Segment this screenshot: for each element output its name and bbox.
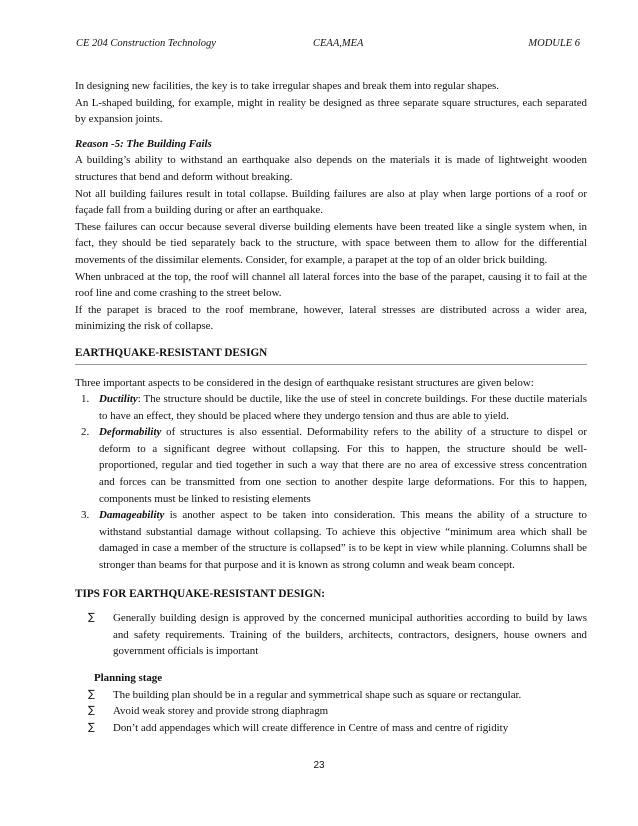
intro-paragraph-1: In designing new facilities, the key is to take irregular shapes and break them into regular shapes.	[75, 80, 499, 92]
planning-stage-heading: Planning stage	[94, 672, 163, 684]
list-item-number: 3.	[81, 509, 90, 522]
list-item-number: 1.	[81, 393, 90, 406]
reason-5-heading: Reason -5: The Building Fails	[75, 137, 212, 150]
reason-5-paragraph-5: If the parapet is braced to the roof membrane, however, lateral stresses are distributed across a wider area, minimizing the risk of collapse.	[75, 303, 587, 333]
list-item-term: Damageability	[99, 509, 165, 522]
list-item-text: is another aspect to be taken into consideration. This means the ability of a structure to withstand substantial damage without collapsing. To achieve this objective “minimum area which shall be damaged in case a member of the structure is collapsed” is to be kept in view while planning. Columns shall be stronger than beams for that purpose and it is known as strong column and weak beam concept.	[99, 509, 587, 572]
intro-paragraph-2: An L-shaped building, for example, might in reality be designed as three separate square structures, each separated by expansion joints.	[75, 96, 587, 126]
reason-5-paragraph-4: When unbraced at the top, the roof will channel all lateral forces into the base of the parapet, causing it to fail at the roof line and come crashing to the street below.	[75, 270, 587, 300]
list-item-term: Ductility	[99, 393, 138, 406]
list-item	[75, 391, 587, 424]
earthquake-resistant-design-heading: EARTHQUAKE-RESISTANT DESIGN	[75, 345, 587, 365]
summation-bullet-icon: ∑	[88, 721, 95, 733]
reason-5-paragraph-3: These failures can occur because several diverse building elements have been treated like a single system when, in fact, they should be tied separately back to the structure, with space between them to allow for the differential movements of the dissimilar elements. Consider, for example, a parapet at the top of an older brick building.	[75, 220, 587, 266]
summation-bullet-icon: ∑	[88, 688, 95, 700]
list-item-term: Deformability	[99, 426, 162, 439]
reason-5-paragraph-1: A building’s ability to withstand an earthquake also depends on the materials it is made of lightweight wooden structures that bend and deform without breaking.	[75, 154, 587, 183]
tips-general-list	[75, 610, 587, 660]
aspects-list	[75, 391, 587, 574]
list-item	[75, 720, 587, 737]
list-item-text: Generally building design is approved by the concerned municipal authorities according to build by laws and safety requirements. Training of the builders, architects, contractors, designers, house owners and government officials is important	[113, 612, 587, 658]
page-number: 23	[313, 760, 325, 771]
list-item-text: of structures is also essential. Deformability refers to the ability of a structure to dispel or deform to a significant degree without collapsing. For this to happen, the structure should be well- proportioned, regular and tied together in such a way that there are no area of excessive stress concentration and forces can be transmitted from one section to another despite large deformations. For this to happen, components must be linked to resisting elements	[99, 426, 587, 505]
header-dept: CEAA,MEA	[313, 38, 364, 49]
erd-intro: Three important aspects to be considered in the design of earthquake resistant structures are given below:	[75, 376, 534, 389]
summation-bullet-icon: ∑	[88, 705, 95, 717]
header-course: CE 204 Construction Technology	[76, 38, 216, 49]
list-item	[75, 610, 587, 660]
list-item	[75, 507, 587, 573]
planning-stage-list	[75, 687, 587, 737]
summation-bullet-icon: ∑	[88, 612, 95, 624]
list-item-number: 2.	[81, 426, 90, 439]
tips-heading: TIPS FOR EARTHQUAKE-RESISTANT DESIGN:	[75, 587, 326, 600]
page-content	[75, 78, 587, 736]
list-item-text: Don’t add appendages which will create difference in Centre of mass and centre of rigidity	[113, 721, 509, 734]
reason-5-paragraph-2: Not all building failures result in total collapse. Building failures are also at play when large portions of a roof or façade fall from a building during or after an earthquake.	[75, 187, 587, 217]
list-item-text: : The structure should be ductile, like the use of steel in concrete buildings. For these ductile materials to have an effect, they should be placed where they undergo tension and thus are able to yield.	[99, 393, 587, 422]
list-item	[75, 424, 587, 507]
header-module: MODULE 6	[528, 38, 580, 49]
list-item	[75, 687, 587, 704]
list-item-text: Avoid weak storey and provide strong diaphragm	[113, 705, 329, 718]
list-item	[75, 703, 587, 720]
list-item-text: The building plan should be in a regular and symmetrical shape such as square or rectangular.	[113, 688, 522, 701]
